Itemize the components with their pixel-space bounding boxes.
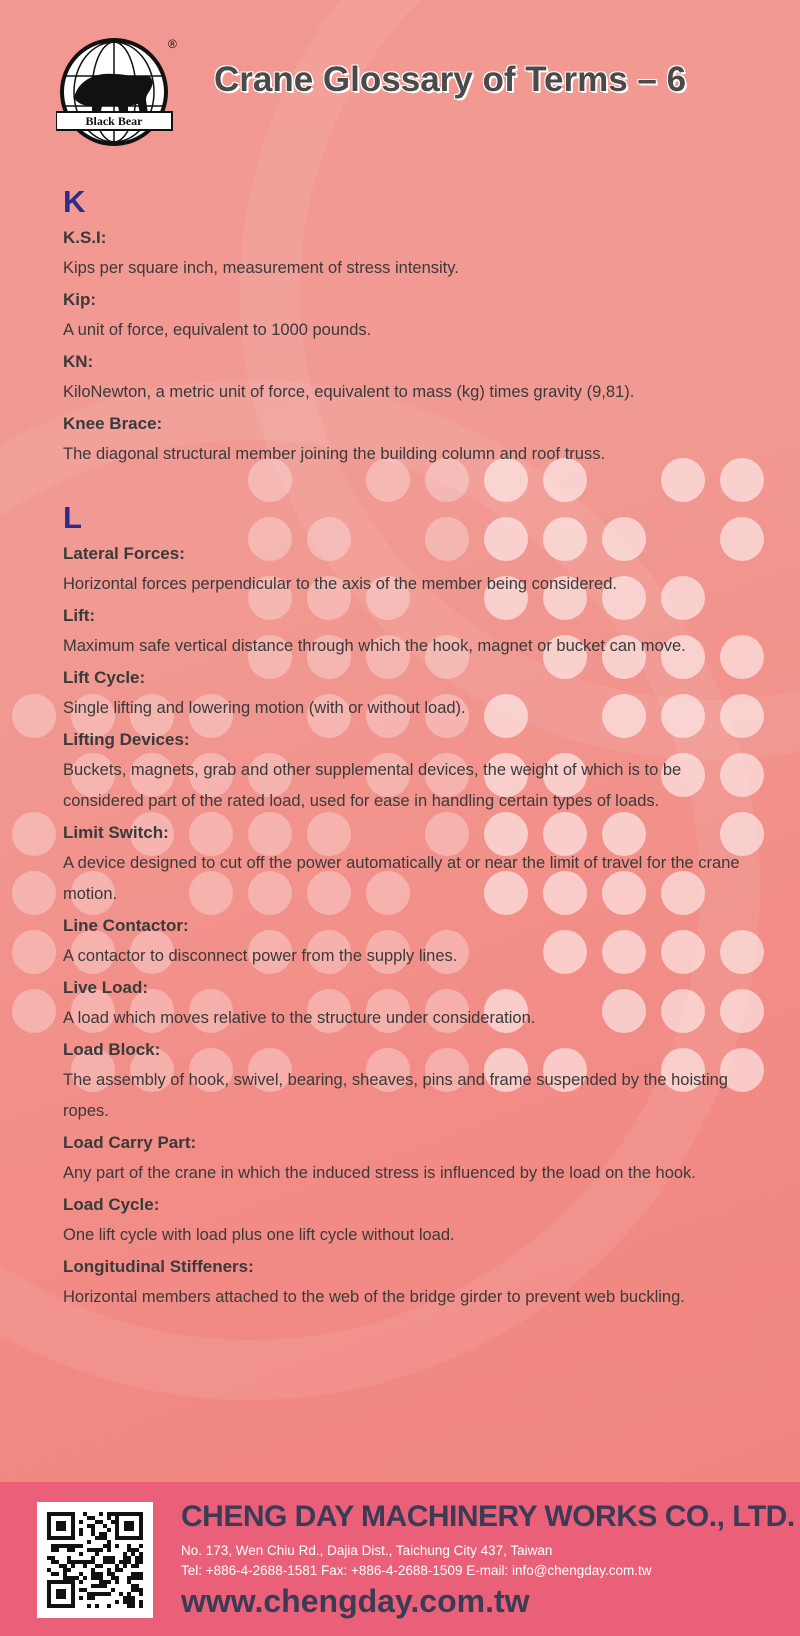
company-contact: Tel: +886-4-2688-1581 Fax: +886-4-2688-1509 E-mail: info@chengday.com.tw <box>181 1563 652 1578</box>
glossary-term: Limit Switch: <box>63 823 169 842</box>
glossary-term: Lateral Forces: <box>63 544 185 563</box>
glossary-definition: Any part of the crane in which the induced stress is influenced by the load on the hook. <box>63 1164 696 1182</box>
company-name: CHENG DAY MACHINERY WORKS CO., LTD. <box>181 1500 795 1533</box>
glossary-term: Load Block: <box>63 1040 161 1059</box>
glossary-definition: A device designed to cut off the power automatically at or near the limit of travel for the crane motion. <box>63 854 740 903</box>
glossary-term: Lifting Devices: <box>63 730 190 749</box>
glossary-definition: The diagonal structural member joining the building column and roof truss. <box>63 445 606 463</box>
page-title: Crane Glossary of Terms – 6 <box>214 60 687 99</box>
glossary-definition: A load which moves relative to the structure under consideration. <box>63 1009 536 1027</box>
glossary-term: Line Contactor: <box>63 916 189 935</box>
glossary-term: Live Load: <box>63 978 149 997</box>
qr-code <box>37 1502 153 1618</box>
glossary-definition: A unit of force, equivalent to 1000 pounds. <box>63 321 372 339</box>
background-dot <box>12 812 56 856</box>
background-dot <box>12 694 56 738</box>
glossary-term: Lift Cycle: <box>63 668 146 687</box>
footer <box>0 1482 800 1636</box>
glossary-term: Knee Brace: <box>63 414 163 433</box>
glossary-content <box>63 182 763 1313</box>
glossary-term: Load Cycle: <box>63 1195 160 1214</box>
glossary-definition: A contactor to disconnect power from the supply lines. <box>63 947 458 965</box>
glossary-definition: KiloNewton, a metric unit of force, equivalent to mass (kg) times gravity (9,81). <box>63 383 635 401</box>
glossary-term: Kip: <box>63 290 97 309</box>
background-dot <box>12 930 56 974</box>
glossary-term: Load Carry Part: <box>63 1133 197 1152</box>
glossary-definition: One lift cycle with load plus one lift cycle without load. <box>63 1226 455 1244</box>
black-bear-logo <box>56 36 178 152</box>
website-link[interactable]: www.chengday.com.tw <box>181 1583 530 1619</box>
company-address: No. 173, Wen Chiu Rd., Dajia Dist., Taichung City 437, Taiwan <box>181 1543 553 1558</box>
glossary-definition: Buckets, magnets, grab and other supplemental devices, the weight of which is to be considered part of the rated load, used for ease in handling certain types of loads. <box>63 761 682 810</box>
glossary-definition: Single lifting and lowering motion (with or without load). <box>63 699 466 717</box>
section-gap <box>63 470 763 498</box>
glossary-term: KN: <box>63 352 94 371</box>
section-letter: K <box>63 184 86 219</box>
header <box>0 0 800 170</box>
glossary-definition: The assembly of hook, swivel, bearing, sheaves, pins and frame suspended by the hoisting ropes. <box>63 1071 728 1120</box>
section-letter: L <box>63 500 82 535</box>
glossary-definition: Kips per square inch, measurement of stress intensity. <box>63 259 459 277</box>
glossary-term: K.S.I: <box>63 228 107 247</box>
glossary-term: Lift: <box>63 606 96 625</box>
glossary-term: Longitudinal Stiffeners: <box>63 1257 254 1276</box>
glossary-definition: Horizontal members attached to the web of the bridge girder to prevent web buckling. <box>63 1288 685 1306</box>
background-dot <box>12 989 56 1033</box>
glossary-definition: Maximum safe vertical distance through which the hook, magnet or bucket can move. <box>63 637 686 655</box>
svg-text:Black Bear: Black Bear <box>85 114 143 128</box>
background-dot <box>12 871 56 915</box>
glossary-definition: Horizontal forces perpendicular to the axis of the member being considered. <box>63 575 617 593</box>
svg-text:®: ® <box>168 37 177 51</box>
